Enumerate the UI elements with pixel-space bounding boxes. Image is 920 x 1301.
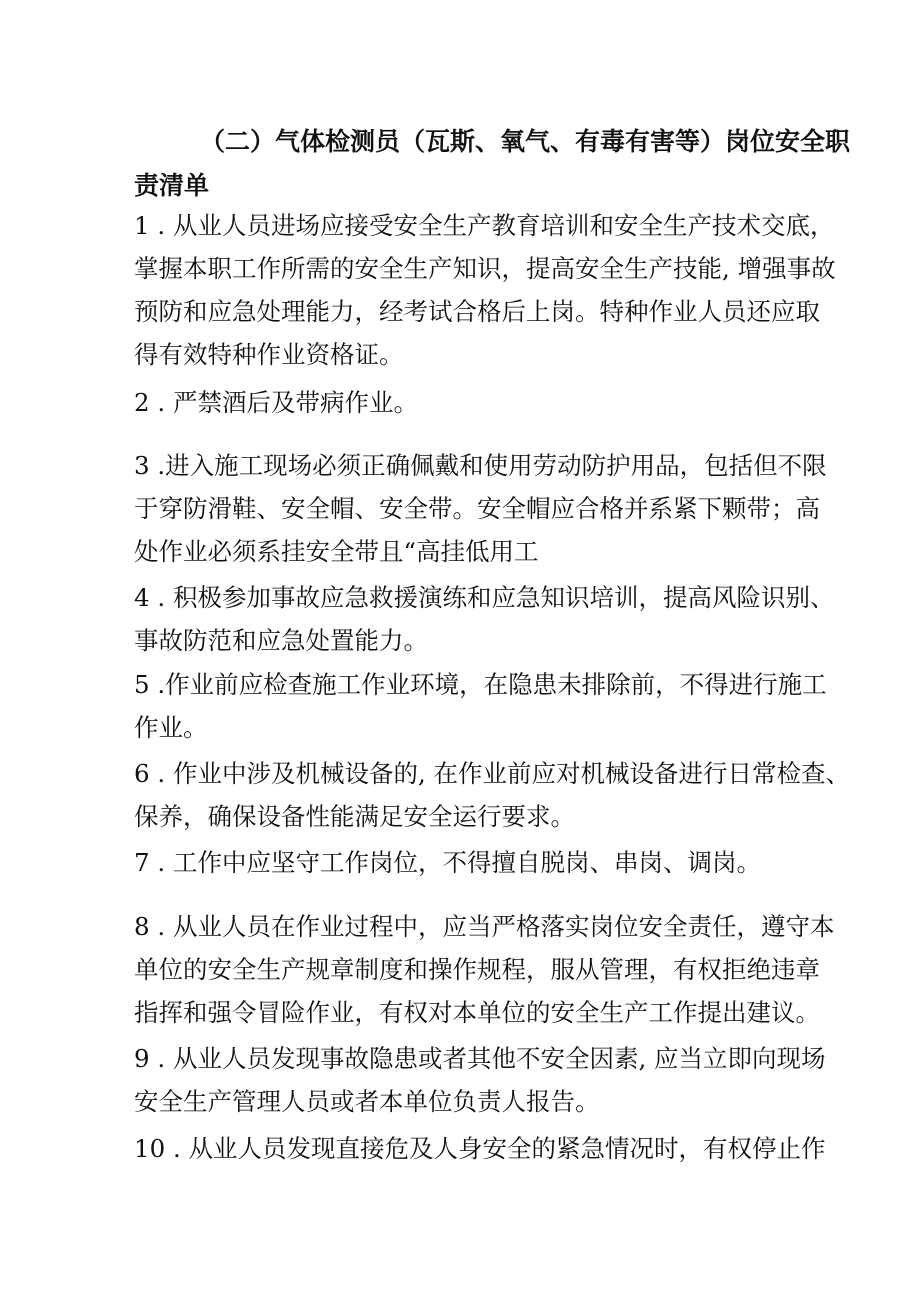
text-line: 9 . 从业人员发现事故隐患或者其他不安全因素, 应当立即向现场 bbox=[134, 1044, 826, 1073]
text-line: 单位的安全生产规章制度和操作规程，服从管理，有权拒绝违章 bbox=[134, 955, 820, 984]
list-item-2 bbox=[134, 381, 804, 424]
text-line: 安全生产管理人员或者本单位负责人报告。 bbox=[134, 1087, 600, 1116]
text-line: 7 . 工作中应坚守工作岗位，不得擅自脱岗、串岗、调岗。 bbox=[134, 848, 761, 877]
list-item-1 bbox=[134, 204, 836, 376]
text-line: 8 . 从业人员在作业过程中，应当严格落实岗位安全责任，遵守本 bbox=[134, 912, 835, 941]
text-line: 预防和应急处理能力，经考试合格后上岗。特种作业人员还应取 bbox=[134, 297, 820, 326]
list-item-9 bbox=[134, 1037, 826, 1123]
text-line: 5 .作业前应检查施工作业环境，在隐患未排除前，不得进行施工 bbox=[134, 670, 827, 699]
document-title-line-1: （二）气体检测员（瓦斯、氧气、有毒有害等）岗位安全职 bbox=[200, 127, 851, 156]
text-line: 3 .进入施工现场必须正确佩戴和使用劳动防护用品，包括但不限 bbox=[134, 451, 827, 480]
list-item-3 bbox=[134, 444, 827, 573]
text-line: 事故防范和应急处置能力。 bbox=[134, 626, 428, 655]
text-line: 得有效特种作业资格证。 bbox=[134, 340, 404, 369]
list-item-5 bbox=[134, 663, 827, 749]
text-line: 作业。 bbox=[134, 713, 208, 742]
text-line: 于穿防滑鞋、安全帽、安全带。安全帽应合格并系紧下颗带；高 bbox=[134, 494, 820, 523]
list-item-10 bbox=[134, 1127, 826, 1170]
text-line: 处作业必须系挂安全带且“高挂低用工 bbox=[134, 537, 539, 566]
text-line: 指挥和强令冒险作业，有权对本单位的安全生产工作提出建议。 bbox=[134, 998, 820, 1027]
text-line: 1 . 从业人员进场应接受安全生产教育培训和安全生产技术交底， bbox=[134, 211, 835, 240]
text-line: 2 . 严禁酒后及带病作业。 bbox=[134, 388, 418, 417]
document-title-line-2: 责清单 bbox=[134, 171, 210, 200]
text-line: 保养，确保设备性能满足安全运行要求。 bbox=[134, 802, 575, 831]
text-line: 6 . 作业中涉及机械设备的, 在作业前应对机械设备进行日常检查、 bbox=[134, 759, 851, 788]
text-line: 掌握本职工作所需的安全生产知识，提高安全生产技能, 增强事故 bbox=[134, 254, 836, 283]
text-line: 4 . 积极参加事故应急救援演练和应急知识培训，提高风险识别、 bbox=[134, 583, 835, 612]
list-item-4 bbox=[134, 576, 835, 662]
text-line: 10 . 从业人员发现直接危及人身安全的紧急情况时，有权停止作 bbox=[134, 1134, 826, 1163]
list-item-7 bbox=[134, 841, 804, 884]
list-item-8 bbox=[134, 905, 835, 1034]
list-item-6 bbox=[134, 752, 851, 838]
